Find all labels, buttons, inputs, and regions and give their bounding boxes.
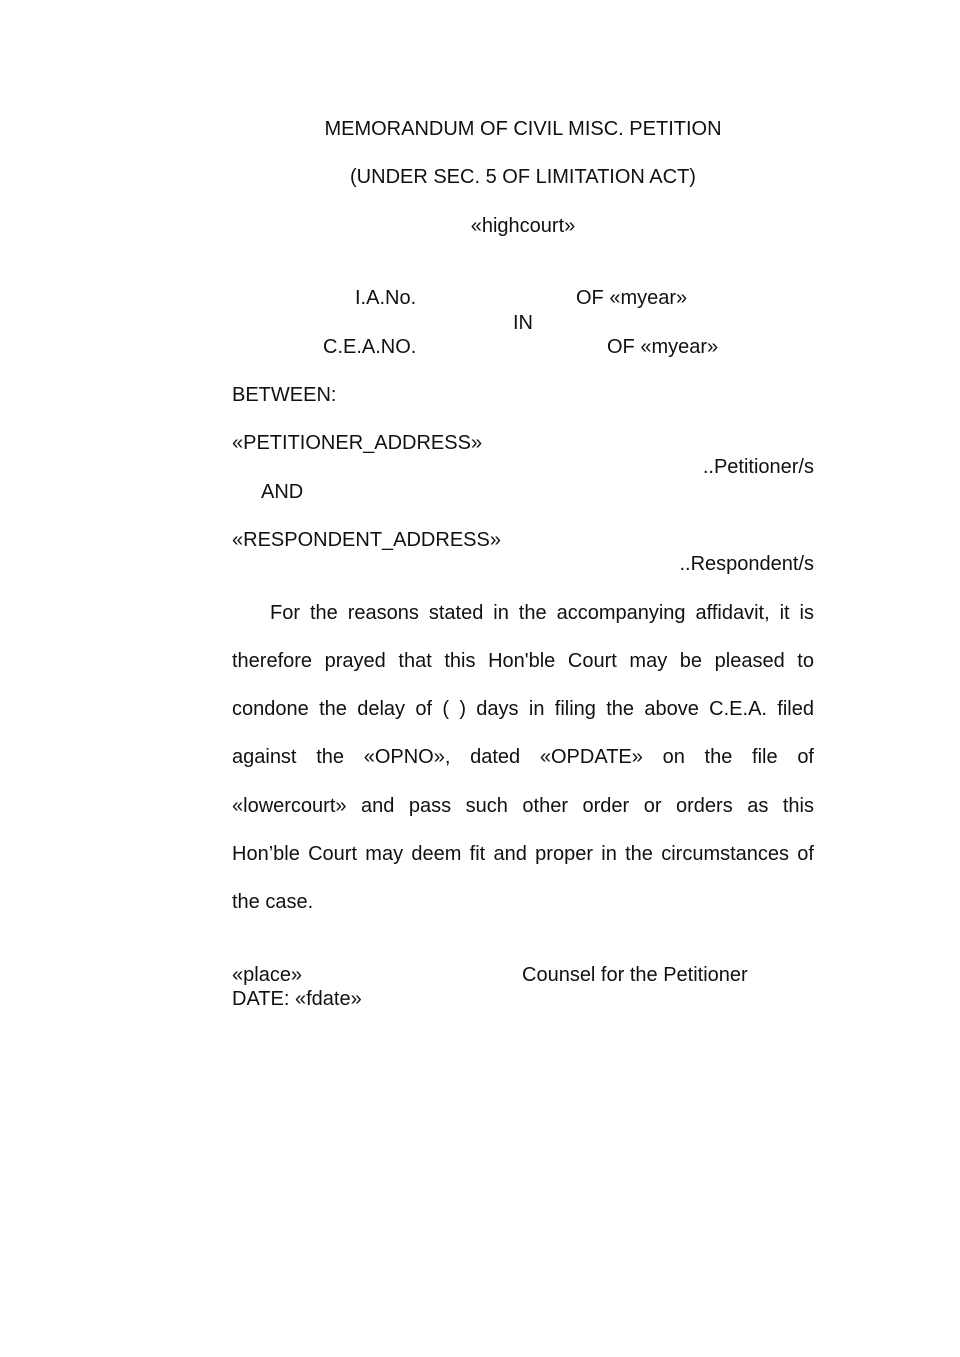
document-subtitle: (UNDER SEC. 5 OF LIMITATION ACT) — [350, 166, 696, 188]
prayer-line: «lowercourt» and pass such other order or orders as this — [232, 795, 814, 817]
prayer-line: condone the delay of ( ) days in filing the above C.E.A. filed — [232, 698, 814, 720]
cea-year: OF «myear» — [607, 336, 719, 358]
petitioner-role: ..Petitioner/s — [702, 456, 814, 478]
prayer-line: against the «OPNO», dated «OPDATE» on the file of — [232, 746, 814, 768]
date-field: DATE: «fdate» — [232, 988, 362, 1010]
prayer-line: therefore prayed that this Hon'ble Court may be pleased to — [232, 650, 814, 672]
court-name: «highcourt» — [470, 215, 576, 237]
counsel-signature-label: Counsel for the Petitioner — [522, 964, 748, 986]
in-label: IN — [513, 312, 533, 334]
prayer-line: Hon’ble Court may deem fit and proper in the circumstances of — [232, 843, 814, 865]
respondent-role: ..Respondent/s — [679, 553, 814, 575]
respondent-address: «RESPONDENT_ADDRESS» — [232, 529, 501, 551]
petitioner-address: «PETITIONER_ADDRESS» — [232, 432, 483, 454]
and-label: AND — [261, 481, 304, 503]
place-field: «place» — [232, 964, 303, 986]
prayer-line: For the reasons stated in the accompanying affidavit, it is — [270, 602, 814, 624]
ia-year: OF «myear» — [576, 287, 688, 309]
cea-number-label: C.E.A.NO. — [323, 336, 417, 358]
ia-number-label: I.A.No. — [355, 287, 417, 309]
document-title: MEMORANDUM OF CIVIL MISC. PETITION — [324, 118, 722, 140]
prayer-last-line: the case. — [232, 891, 314, 913]
between-label: BETWEEN: — [232, 384, 337, 406]
